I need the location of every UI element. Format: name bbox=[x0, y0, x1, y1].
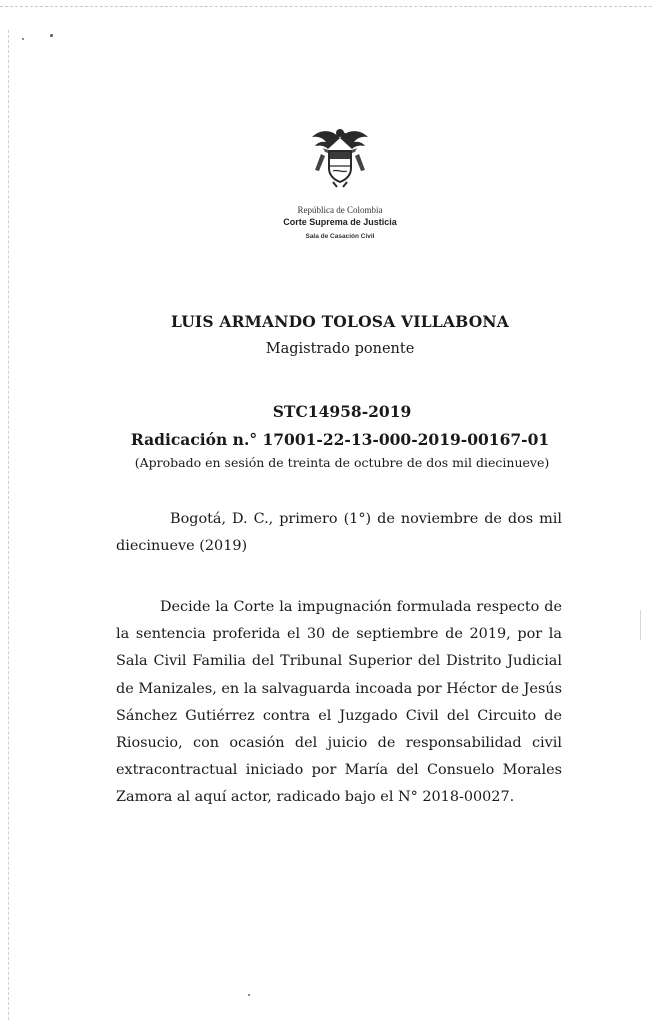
letterhead-country: República de Colombia bbox=[297, 205, 383, 215]
scan-edge-top bbox=[0, 6, 652, 7]
case-radicacion: Radicación n.° 17001-22-13-000-2019-00167-01 bbox=[130, 430, 550, 449]
scan-speck bbox=[50, 34, 53, 37]
letterhead-court: Corte Suprema de Justicia bbox=[283, 217, 397, 227]
date-paragraph: Bogotá, D. C., primero (1°) de noviembre de dos mil diecinueve (2019) bbox=[116, 511, 562, 554]
colombia-coat-of-arms-icon bbox=[309, 124, 371, 190]
scan-speck bbox=[248, 994, 250, 996]
scan-edge-right bbox=[640, 610, 641, 640]
letterhead bbox=[0, 204, 652, 243]
letterhead-chamber: Sala de Casación Civil bbox=[305, 233, 375, 240]
case-code: STC14958-2019 bbox=[272, 402, 412, 421]
scan-edge-left bbox=[8, 30, 9, 1020]
magistrate-name: LUIS ARMANDO TOLOSA VILLABONA bbox=[170, 312, 510, 331]
case-approval-note: (Aprobado en sesión de treinta de octubre de dos mil diecinueve) bbox=[134, 455, 550, 470]
scan-speck bbox=[22, 38, 24, 40]
magistrate-role: Magistrado ponente bbox=[265, 341, 415, 357]
main-paragraph: Decide la Corte la impugnación formulada respecto de la sentencia proferida el 30 de septiembre de 2019, por la Sala Civil Familia del Tribunal Superior del Distrito Judicial de Manizales, en la salvaguarda incoada por Héctor de Jesús Sánchez Gutiérrez contra el Juzgado Civil del Circuito de Riosucio, con ocasión del juicio de responsabilidad civil extracontractual iniciado por María del Consuelo Morales Zamora al aquí actor, radicado bajo el N° 2018-00027. bbox=[116, 599, 562, 806]
